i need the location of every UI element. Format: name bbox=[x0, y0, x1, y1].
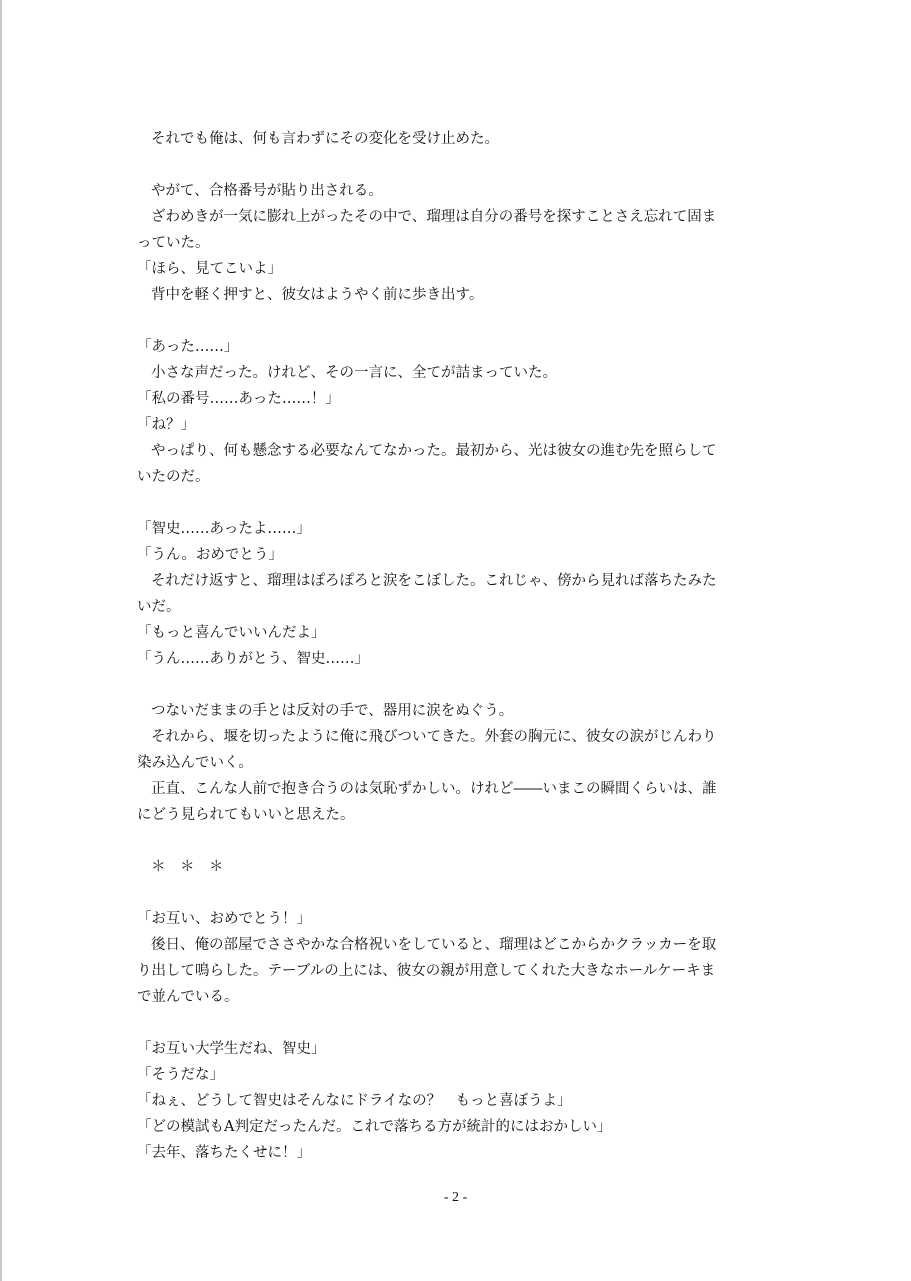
text-line: 「ほら、見てこいよ」 bbox=[137, 261, 282, 277]
blank-line bbox=[137, 490, 785, 516]
text-line: り出して鳴らした。テーブルの上には、彼女の親が用意してくれた大きなホールケーキま bbox=[137, 963, 716, 979]
text-line: それでも俺は、何も言わずにその変化を受け止めた。 bbox=[151, 131, 499, 147]
blank-line bbox=[137, 828, 785, 854]
text-line: ざわめきが一気に膨れ上がったその中で、瑠理は自分の番号を探すことさえ忘れて固ま bbox=[151, 209, 717, 225]
text-line: 「うん。おめでとう」 bbox=[137, 547, 283, 563]
text-line: 「そうだな」 bbox=[137, 1067, 224, 1083]
text-line: にどう見られてもいいと思えた。 bbox=[137, 807, 355, 823]
text-line: いたのだ。 bbox=[137, 469, 210, 485]
blank-line bbox=[137, 672, 785, 698]
blank-line bbox=[137, 308, 785, 334]
text-line: 「お互い、おめでとう！」 bbox=[137, 911, 311, 927]
blank-line bbox=[137, 152, 785, 178]
text-line: 「どの模試もA判定だったんだ。これで落ちる方が統計的にはおかしい」 bbox=[137, 1119, 612, 1135]
text-line: で並んでいる。 bbox=[137, 989, 239, 1005]
text-line: 背中を軽く押すと、彼女はようやく前に歩き出す。 bbox=[151, 287, 484, 303]
text-line: 「あった……」 bbox=[137, 339, 239, 355]
document-body bbox=[137, 126, 785, 1166]
text-line: っていた。 bbox=[137, 235, 210, 251]
text-line: 「ねぇ、どうして智史はそんなにドライなの？ もっと喜ぼうよ」 bbox=[137, 1093, 572, 1109]
text-line: 染み込んでいく。 bbox=[137, 755, 253, 771]
text-line: やっぱり、何も懸念する必要なんてなかった。最初から、光は彼女の進む先を照らして bbox=[151, 443, 717, 459]
text-line: つないだままの手とは反対の手で、器用に涙をぬぐう。 bbox=[151, 703, 514, 719]
text-line: 「ね？」 bbox=[137, 417, 195, 433]
text-line: 「お互い大学生だね、智史」 bbox=[137, 1041, 326, 1057]
text-line: ＊ ＊ ＊ bbox=[151, 859, 224, 875]
text-line: 小さな声だった。けれど、その一言に、全てが詰まっていた。 bbox=[151, 365, 557, 381]
text-line: 「もっと喜んでいいんだよ」 bbox=[137, 625, 326, 641]
page-number: - 2 - bbox=[443, 1190, 468, 1205]
text-line: いだ。 bbox=[137, 599, 181, 615]
blank-line bbox=[137, 880, 785, 906]
text-line: 「うん……ありがとう、智史……」 bbox=[137, 651, 369, 667]
text-line: 「智史……あったよ……」 bbox=[137, 521, 311, 537]
text-line: 「私の番号……あった……！」 bbox=[137, 391, 340, 407]
text-line: それから、堰を切ったように俺に飛びついてきた。外套の胸元に、彼女の涙がじんわり bbox=[151, 729, 717, 745]
text-line: 正直、こんな人前で抱き合うのは気恥ずかしい。けれど――いまこの瞬間くらいは、誰 bbox=[151, 781, 717, 797]
text-line: やがて、合格番号が貼り出される。 bbox=[151, 183, 383, 199]
text-line: それだけ返すと、瑠理はぽろぽろと涙をこぼした。これじゃ、傍から見れば落ちたみた bbox=[151, 573, 717, 589]
page-edge bbox=[0, 0, 2, 1281]
blank-line bbox=[137, 1010, 785, 1036]
text-line: 後日、俺の部屋でささやかな合格祝いをしていると、瑠理はどこからかクラッカーを取 bbox=[151, 937, 717, 953]
text-line: 「去年、落ちたくせに！」 bbox=[137, 1145, 311, 1161]
